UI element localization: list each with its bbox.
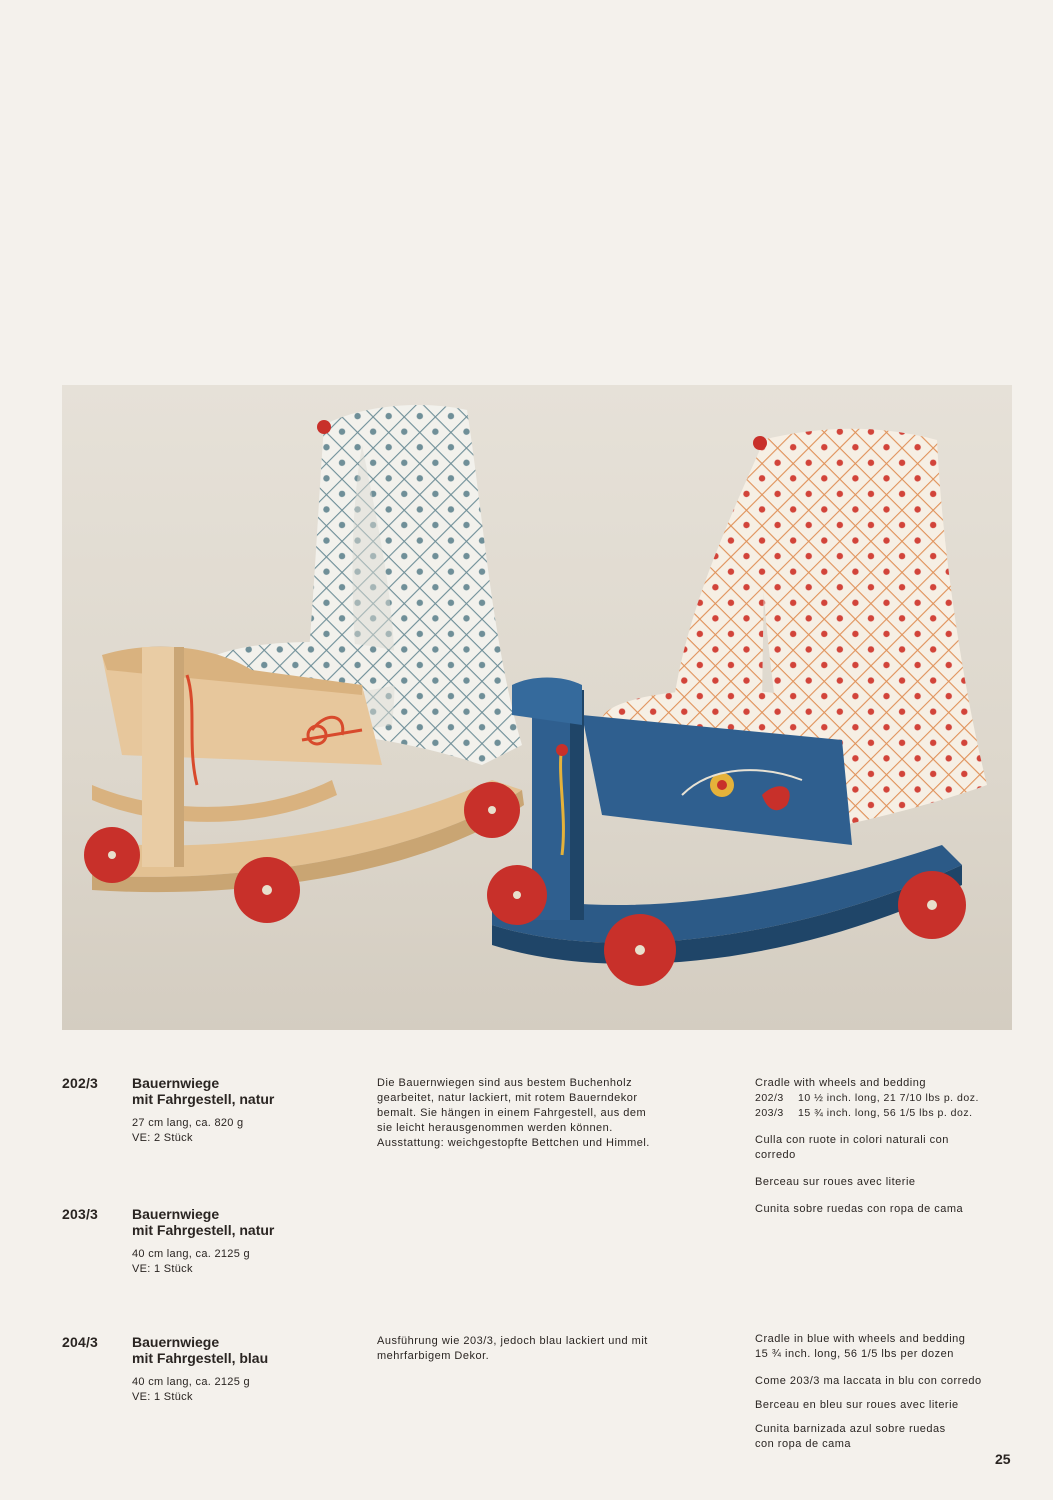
product-spec: 40 cm lang, ca. 2125 g VE: 1 Stück: [132, 1248, 250, 1275]
product-spec: 40 cm lang, ca. 2125 g VE: 1 Stück: [132, 1376, 250, 1403]
article-number: 204/3: [62, 1334, 99, 1350]
translation-french: Berceau sur roues avec literie: [755, 1176, 916, 1188]
translation-spanish: Cunita sobre ruedas con ropa de cama: [755, 1203, 964, 1215]
product-title: Bauernwiege mit Fahrgestell, natur: [132, 1206, 275, 1238]
product-photo: [62, 385, 1012, 1030]
blue-cradle-illustration: [487, 429, 987, 986]
product-title: Bauernwiege mit Fahrgestell, blau: [132, 1334, 269, 1366]
translation-english: Cradle with wheels and bedding 202/3 10 ½ inch. long, 21 7/10 lbs p. doz. 203/3 15 ¾ inch. long, 56 1/5 lbs p. doz.: [755, 1077, 979, 1119]
article-number: 202/3: [62, 1075, 99, 1091]
page-number: 25: [995, 1451, 1011, 1467]
translations: [755, 1076, 1025, 1229]
translation-italian: Come 203/3 ma laccata in blu con corredo: [755, 1375, 982, 1387]
product-spec: 27 cm lang, ca. 820 g VE: 2 Stück: [132, 1117, 244, 1144]
translation-italian: Culla con ruote in colori naturali con corredo: [755, 1134, 949, 1161]
product-description: Ausführung wie 203/3, jedoch blau lackiert und mit mehrfarbigem Dekor.: [377, 1335, 648, 1362]
article-number: 203/3: [62, 1206, 99, 1222]
natural-cradle-illustration: [84, 405, 524, 923]
translation-english: Cradle in blue with wheels and bedding 15 ¾ inch. long, 56 1/5 lbs per dozen: [755, 1333, 966, 1360]
product-description: Die Bauernwiegen sind aus bestem Buchenholz gearbeitet, natur lackiert, mit rotem Bauerndekor bemalt. Sie hängen in einem Fahrgestell, aus dem sie leicht herausgenommen werden können. Ausstattung: weichgestopfte Bettchen und Himmel.: [377, 1077, 650, 1149]
product-title: Bauernwiege mit Fahrgestell, natur: [132, 1075, 275, 1107]
translations: [755, 1332, 1025, 1464]
translation-french: Berceau en bleu sur roues avec literie: [755, 1399, 959, 1411]
translation-spanish: Cunita barnizada azul sobre ruedas con ropa de cama: [755, 1423, 946, 1450]
